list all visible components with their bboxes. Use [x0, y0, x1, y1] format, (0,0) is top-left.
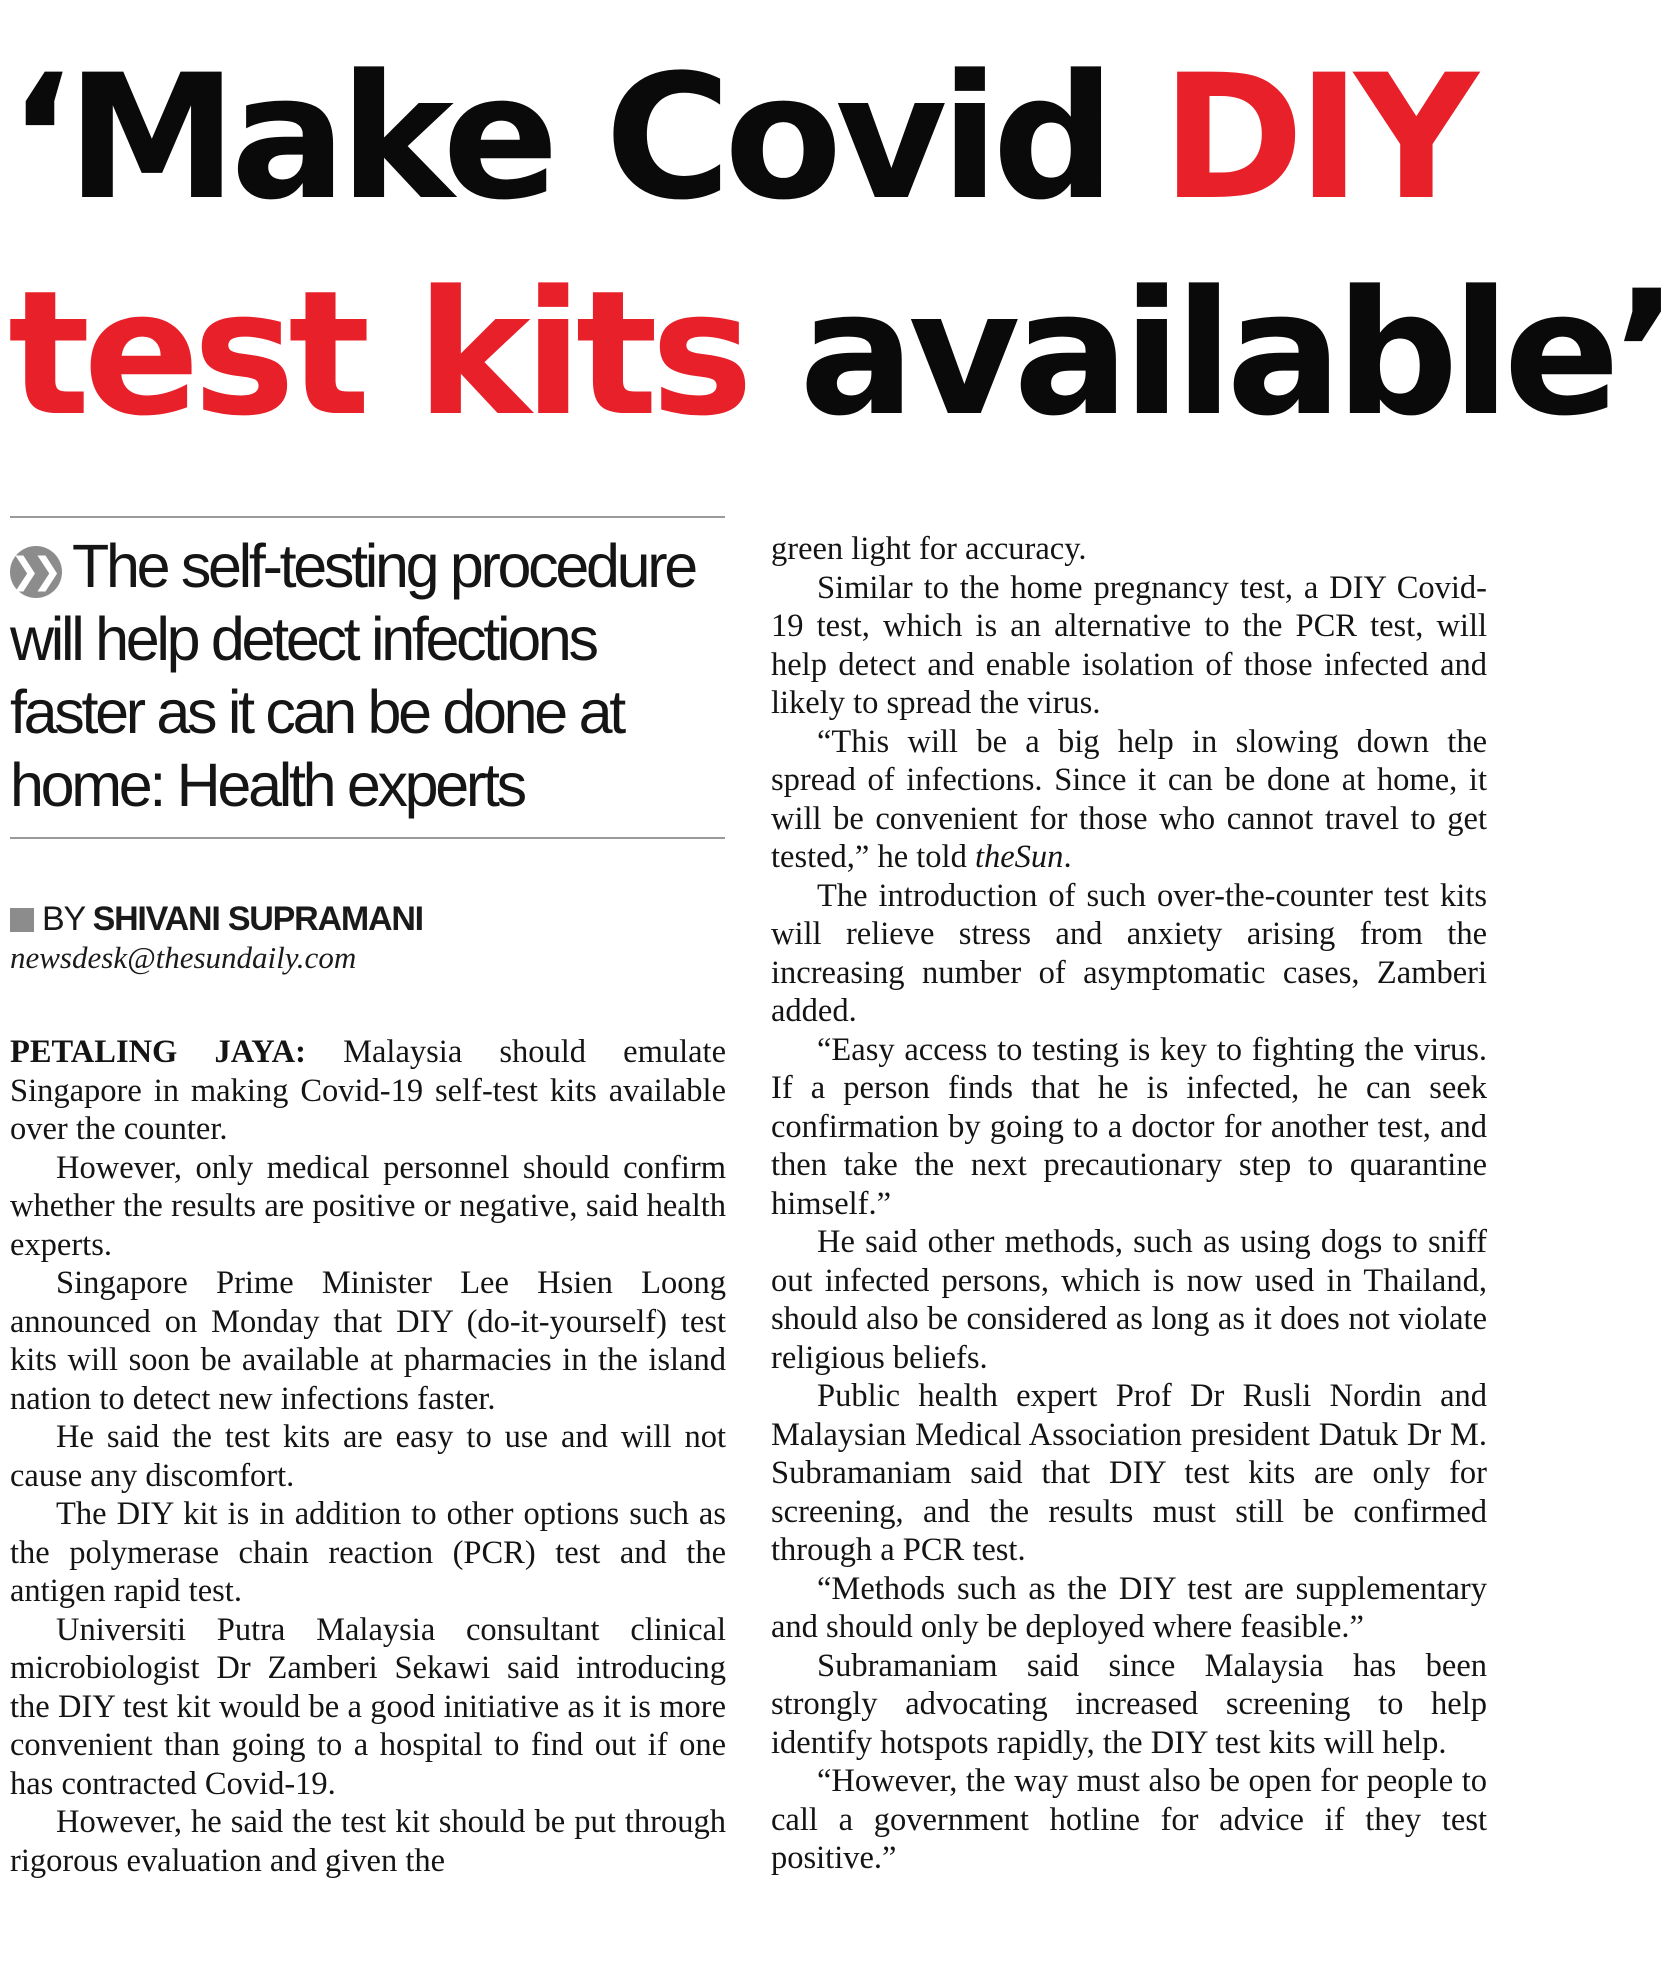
article-paragraph: The introduction of such over-the-counter test kits will relieve stress and anxiety arising from the increasing number of asymptomatic cases, Zamberi added. — [771, 877, 1487, 1029]
article-paragraph: Public health expert Prof Dr Rusli Nordin and Malaysian Medical Association president Datuk Dr M. Subramaniam said that DIY test kits are only for screening, and the results must still be confirmed through a PCR test. — [771, 1378, 1487, 1568]
headline-text-red: test kits — [8, 253, 747, 454]
article-paragraph: He said the test kits are easy to use and will not cause any discomfort. — [10, 1419, 726, 1494]
byline-prefix: BY — [42, 900, 85, 938]
article-paragraph: “However, the way must also be open for people to call a government hotline for advice if they test positive.” — [771, 1763, 1487, 1876]
article-column-2 — [771, 530, 1487, 1878]
headline-line-1 — [8, 30, 1488, 246]
headline — [8, 30, 1671, 462]
headline-text-red: DIY — [1161, 37, 1472, 238]
article-column-1 — [10, 1033, 726, 1880]
top-divider — [10, 516, 725, 518]
byline-email: newsdesk@thesundaily.com — [10, 940, 357, 975]
article-paragraph: PETALING JAYA: Malaysia should emulate Singapore in making Covid-19 self-test kits available over the counter. — [10, 1034, 727, 1147]
article-paragraph: “Methods such as the DIY test are supplementary and should only be deployed where feasible.” — [771, 1570, 1487, 1645]
article-paragraph: He said other methods, such as using dogs to sniff out infected persons, which is now used in Thailand, should also be considered as long as it does not violate religious beliefs. — [771, 1224, 1487, 1376]
dateline: PETALING JAYA: — [10, 1034, 306, 1070]
bottom-divider — [10, 837, 725, 839]
article-paragraph: However, he said the test kit should be put through rigorous evaluation and given the — [10, 1804, 726, 1879]
article-paragraph: Similar to the home pregnancy test, a DIY Covid-19 test, which is an alternative to the PCR test, will help detect and enable isolation of those infected and likely to spread the virus. — [771, 569, 1487, 721]
headline-text-black: available’ — [746, 253, 1671, 454]
article-paragraph: However, only medical personnel should confirm whether the results are positive or negative, said health experts. — [10, 1149, 726, 1263]
standfirst-text: The self-testing procedure will help detect infections faster as it can be done at home: Health experts — [10, 532, 695, 819]
byline-author: SHIVANI SUPRAMANI — [92, 900, 423, 938]
article-paragraph: “Easy access to testing is key to fighting the virus. If a person finds that he is infected, he can seek confirmation by going to a doctor for another test, and then take the next precautionary step to quarantine himself.” — [771, 1031, 1487, 1222]
article-paragraph: Universiti Putra Malaysia consultant clinical microbiologist Dr Zamberi Sekawi said introducing the DIY test kit would be a good initiative as it is more convenient than going to a hospital to find out if one has contracted Covid-19. — [10, 1611, 726, 1802]
publication-name: theSun — [974, 839, 1064, 875]
article-paragraph: Singapore Prime Minister Lee Hsien Loong announced on Monday that DIY (do-it-yourself) test kits will soon be available at pharmacies in the island nation to detect new infections faster. — [10, 1265, 726, 1417]
article-paragraph: “This will be a big help in slowing down the spread of infections. Since it can be done at home, it will be convenient for those who cannot travel to get tested,” he told theSun. — [771, 723, 1487, 875]
gray-square-icon — [10, 908, 34, 932]
double-chevron-right-icon: ❯❯ — [10, 546, 62, 598]
article-paragraph: The DIY kit is in addition to other options such as the polymerase chain reaction (PCR) test and the antigen rapid test. — [10, 1496, 726, 1609]
article-paragraph: Subramaniam said since Malaysia has been strongly advocating increased screening to help identify hotspots rapidly, the DIY test kits will help. — [771, 1647, 1487, 1761]
headline-line-2 — [8, 246, 1671, 462]
standfirst — [10, 530, 730, 822]
byline — [10, 900, 423, 939]
article-paragraph: green light for accuracy. — [771, 531, 1087, 567]
headline-text-black: ‘Make Covid — [8, 37, 1162, 238]
